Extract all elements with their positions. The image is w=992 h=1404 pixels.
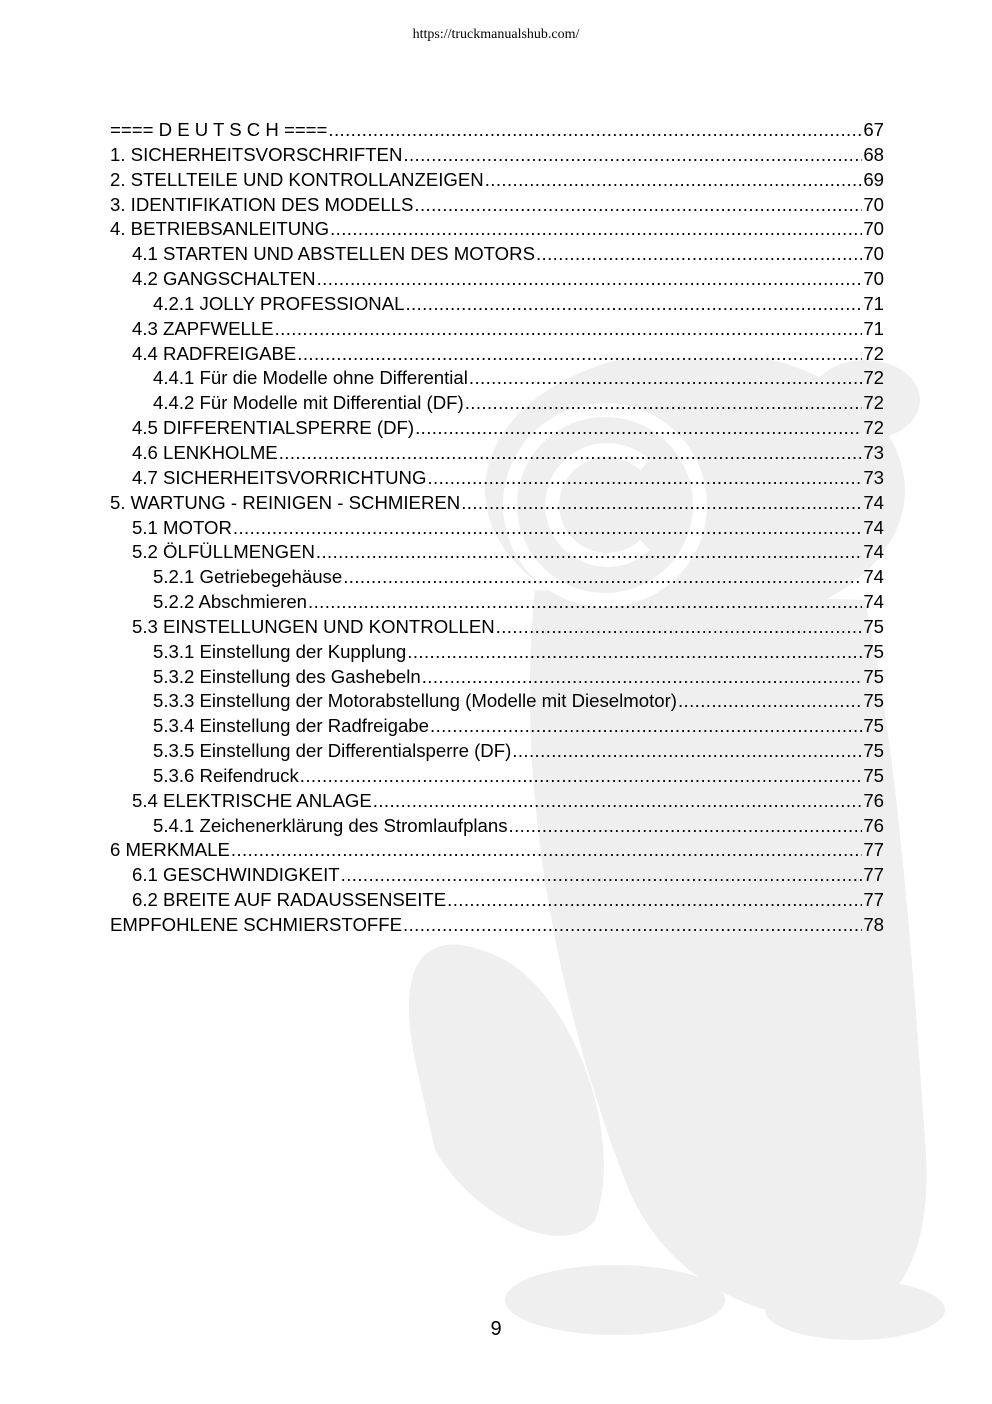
- toc-entry[interactable]: [110, 342, 884, 367]
- toc-entry-page: 72: [863, 342, 884, 364]
- toc-dot-leader: [403, 143, 862, 168]
- toc-entry-page: 75: [863, 715, 884, 737]
- toc-entry[interactable]: [110, 764, 884, 789]
- toc-entry-page: 73: [863, 441, 884, 463]
- toc-dot-leader: [430, 714, 862, 739]
- toc-dot-leader: [275, 317, 863, 342]
- toc-dot-leader: [414, 193, 862, 218]
- toc-entry-page: 76: [863, 789, 884, 811]
- toc-entry-title: 5.3.2 Einstellung des Gashebeln: [153, 665, 421, 687]
- toc-entry[interactable]: [110, 391, 884, 416]
- toc-entry-page: 76: [863, 814, 884, 836]
- toc-entry[interactable]: [110, 317, 884, 342]
- toc-entry-page: 75: [863, 665, 884, 687]
- toc-entry-page: 70: [863, 218, 884, 240]
- toc-entry[interactable]: [110, 739, 884, 764]
- table-of-contents: [110, 118, 884, 938]
- toc-entry-title: 4.5 DIFFERENTIALSPERRE (DF): [132, 417, 415, 439]
- toc-entry-title: 4. BETRIEBSANLEITUNG: [110, 218, 330, 240]
- toc-entry-page: 70: [863, 268, 884, 290]
- toc-dot-leader: [427, 466, 862, 491]
- toc-entry[interactable]: [110, 590, 884, 615]
- header-url[interactable]: https://truckmanualshub.com/: [412, 27, 580, 42]
- toc-entry-title: 4.3 ZAPFWELLE: [132, 317, 274, 339]
- toc-entry-page: 74: [863, 491, 884, 513]
- toc-entry[interactable]: [110, 292, 884, 317]
- toc-dot-leader: [536, 242, 862, 267]
- toc-entry-title: 4.2.1 JOLLY PROFESSIONAL: [153, 292, 405, 314]
- toc-entry[interactable]: [110, 168, 884, 193]
- toc-entry-title: 5. WARTUNG - REINIGEN - SCHMIEREN: [110, 491, 461, 513]
- toc-entry[interactable]: [110, 118, 884, 143]
- toc-dot-leader: [485, 168, 863, 193]
- toc-entry-page: 74: [863, 566, 884, 588]
- page-number: 9: [490, 1318, 502, 1340]
- toc-dot-leader: [343, 565, 862, 590]
- toc-entry-title: 4.4 RADFREIGABE: [132, 342, 297, 364]
- toc-entry-page: 74: [863, 591, 884, 613]
- toc-entry-title: 6 MERKMALE: [110, 839, 230, 861]
- toc-entry-page: 72: [863, 392, 884, 414]
- toc-entry[interactable]: [110, 615, 884, 640]
- toc-dot-leader: [447, 888, 862, 913]
- toc-entry-page: 75: [863, 640, 884, 662]
- toc-dot-leader: [316, 540, 862, 565]
- toc-entry-page: 75: [863, 740, 884, 762]
- toc-entry[interactable]: [110, 838, 884, 863]
- toc-entry-page: 74: [863, 516, 884, 538]
- toc-entry-page: 72: [863, 417, 884, 439]
- toc-dot-leader: [297, 342, 862, 367]
- toc-entry[interactable]: [110, 267, 884, 292]
- toc-entry-title: EMPFOHLENE SCHMIERSTOFFE: [110, 914, 403, 935]
- toc-entry-title: 5.3.4 Einstellung der Radfreigabe: [153, 715, 429, 737]
- toc-entry-title: 5.3.3 Einstellung der Motorabstellung (Modelle mit Dieselmotor): [153, 690, 677, 712]
- toc-dot-leader: [512, 739, 862, 764]
- toc-entry-page: 75: [863, 690, 884, 712]
- toc-dot-leader: [415, 416, 862, 441]
- toc-entry-title: 4.4.1 Für die Modelle ohne Differential: [153, 367, 468, 389]
- toc-dot-leader: [465, 391, 863, 416]
- toc-entry[interactable]: [110, 888, 884, 913]
- toc-entry-title: 5.3.5 Einstellung der Differentialsperre (DF): [153, 740, 512, 762]
- toc-entry-title: 4.7 SICHERHEITSVORRICHTUNG: [132, 466, 427, 488]
- toc-entry[interactable]: [110, 540, 884, 565]
- toc-entry-title: 1. SICHERHEITSVORSCHRIFTEN: [110, 143, 403, 165]
- toc-dot-leader: [231, 838, 862, 863]
- toc-dot-leader: [469, 366, 862, 391]
- toc-dot-leader: [678, 689, 862, 714]
- toc-entry[interactable]: [110, 565, 884, 590]
- toc-dot-leader: [422, 665, 863, 690]
- toc-dot-leader: [233, 516, 862, 541]
- toc-entry-title: ==== D E U T S C H ====: [110, 119, 328, 140]
- toc-entry-page: 69: [863, 168, 884, 190]
- toc-entry-title: 5.2 ÖLFÜLLMENGEN: [132, 541, 315, 563]
- toc-entry-page: 71: [863, 292, 884, 314]
- toc-entry[interactable]: [110, 491, 884, 516]
- toc-entry-title: 5.2.2 Abschmieren: [153, 591, 308, 613]
- toc-entry-title: 2. STELLTEILE UND KONTROLLANZEIGEN: [110, 168, 484, 190]
- toc-entry[interactable]: [110, 193, 884, 218]
- toc-entry-page: 73: [863, 466, 884, 488]
- toc-dot-leader: [407, 640, 862, 665]
- toc-entry-title: 4.4.2 Für Modelle mit Differential (DF): [153, 392, 464, 414]
- toc-entry-page: 78: [863, 914, 884, 935]
- toc-entry[interactable]: [110, 366, 884, 391]
- toc-entry[interactable]: [110, 242, 884, 267]
- toc-entry[interactable]: [110, 814, 884, 839]
- toc-dot-leader: [328, 118, 862, 143]
- toc-entry-page: 77: [863, 889, 884, 911]
- toc-entry-page: 70: [863, 243, 884, 265]
- toc-entry-page: 71: [863, 317, 884, 339]
- toc-entry[interactable]: [110, 863, 884, 888]
- toc-dot-leader: [461, 491, 862, 516]
- toc-entry-page: 75: [863, 764, 884, 786]
- toc-entry-page: 72: [863, 367, 884, 389]
- toc-entry-title: 4.6 LENKHOLME: [132, 441, 278, 463]
- toc-entry-title: 5.3.1 Einstellung der Kupplung: [153, 640, 407, 662]
- toc-entry-title: 5.4 ELEKTRISCHE ANLAGE: [132, 789, 372, 811]
- toc-entry-page: 77: [863, 864, 884, 886]
- toc-entry[interactable]: [110, 143, 884, 168]
- toc-dot-leader: [300, 764, 863, 789]
- toc-dot-leader: [403, 913, 862, 938]
- toc-dot-leader: [405, 292, 862, 317]
- toc-dot-leader: [341, 863, 863, 888]
- toc-entry[interactable]: [110, 640, 884, 665]
- toc-entry-page: 68: [863, 143, 884, 165]
- toc-dot-leader: [509, 814, 863, 839]
- toc-entry[interactable]: [110, 913, 884, 938]
- toc-entry-title: 6.1 GESCHWINDIGKEIT: [132, 864, 340, 886]
- toc-entry-title: 5.2.1 Getriebegehäuse: [153, 566, 343, 588]
- toc-entry[interactable]: [110, 516, 884, 541]
- toc-entry[interactable]: [110, 441, 884, 466]
- toc-entry[interactable]: [110, 217, 884, 242]
- toc-entry-title: 4.2 GANGSCHALTEN: [132, 268, 316, 290]
- toc-dot-leader: [330, 217, 862, 242]
- toc-entry-page: 77: [863, 839, 884, 861]
- toc-dot-leader: [308, 590, 862, 615]
- toc-entry[interactable]: [110, 689, 884, 714]
- toc-entry-title: 5.1 MOTOR: [132, 516, 232, 538]
- toc-entry-page: 67: [863, 119, 884, 140]
- toc-entry[interactable]: [110, 416, 884, 441]
- toc-entry-title: 5.3 EINSTELLUNGEN UND KONTROLLEN: [132, 615, 495, 637]
- toc-entry[interactable]: [110, 466, 884, 491]
- toc-entry[interactable]: [110, 714, 884, 739]
- toc-entry[interactable]: [110, 665, 884, 690]
- toc-entry-page: 74: [863, 541, 884, 563]
- toc-dot-leader: [279, 441, 863, 466]
- toc-entry-title: 3. IDENTIFIKATION DES MODELLS: [110, 193, 414, 215]
- toc-dot-leader: [317, 267, 863, 292]
- toc-entry-page: 70: [863, 193, 884, 215]
- toc-entry-page: 75: [863, 615, 884, 637]
- toc-dot-leader: [373, 789, 863, 814]
- toc-dot-leader: [496, 615, 863, 640]
- toc-entry-title: 5.4.1 Zeichenerklärung des Stromlaufplans: [153, 814, 508, 836]
- toc-entry-title: 6.2 BREITE AUF RADAUSSENSEITE: [132, 889, 447, 911]
- toc-entry-title: 4.1 STARTEN UND ABSTELLEN DES MOTORS: [132, 243, 535, 265]
- toc-entry[interactable]: [110, 789, 884, 814]
- toc-entry-title: 5.3.6 Reifendruck: [153, 764, 299, 786]
